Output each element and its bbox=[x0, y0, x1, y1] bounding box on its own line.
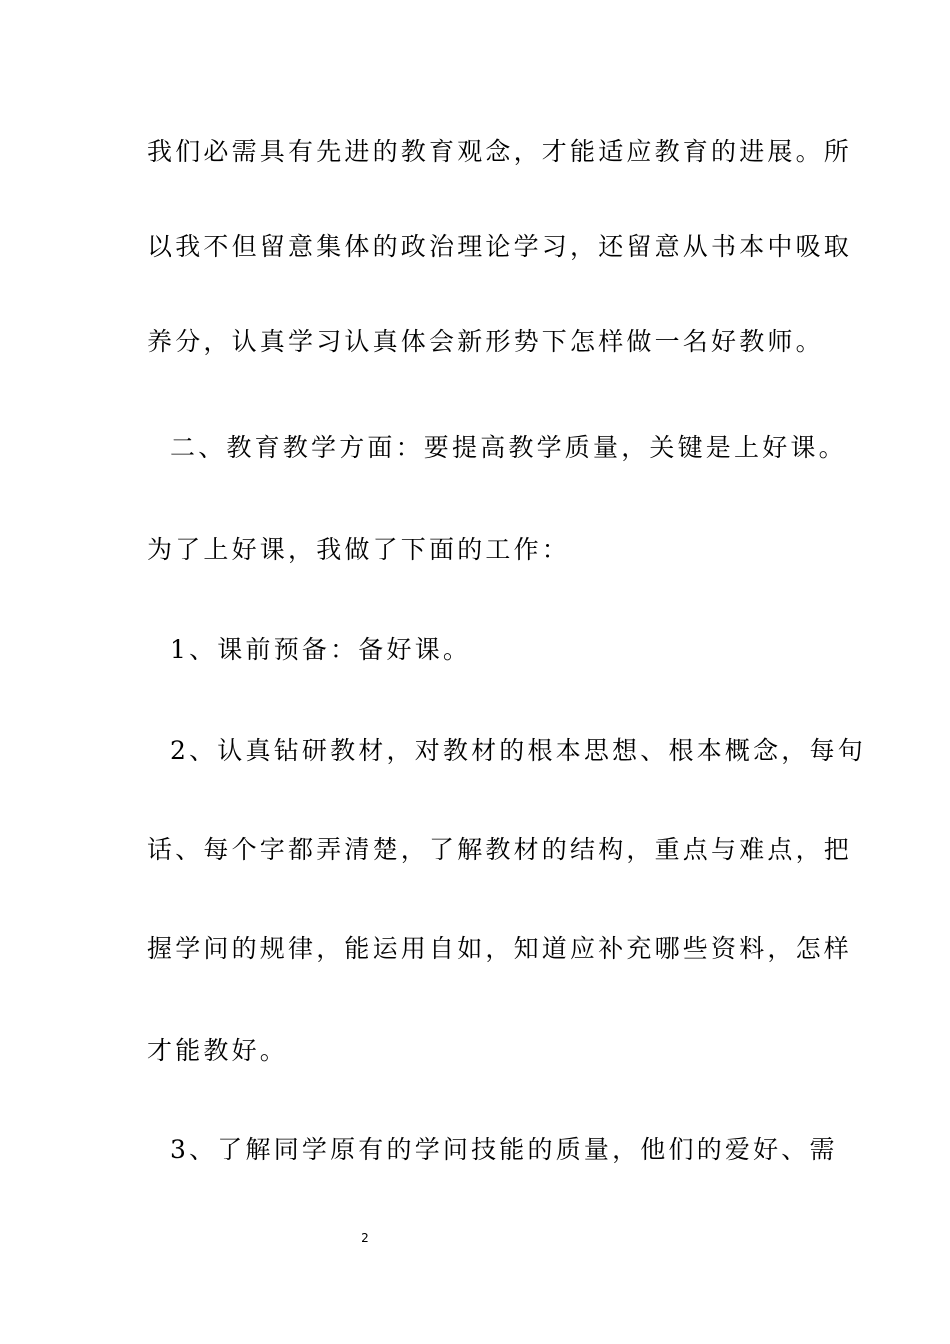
text-line-3: 养分，认真学习认真体会新形势下怎样做一名好教师。 bbox=[147, 327, 824, 356]
text-line-1: 我们必需具有先进的教育观念，才能适应教育的进展。所 bbox=[147, 137, 853, 166]
text-line-2: 以我不但留意集体的政治理论学习，还留意从书本中吸取 bbox=[147, 232, 853, 261]
text-line-11: 3、了解同学原有的学问技能的质量，他们的爱好、需 bbox=[170, 1135, 838, 1164]
text-line-5: 为了上好课，我做了下面的工作： bbox=[147, 535, 571, 564]
text-line-10: 才能教好。 bbox=[147, 1036, 289, 1065]
text-line-4: 二、教育教学方面：要提高教学质量，关键是上好课。 bbox=[170, 433, 847, 462]
text-line-6: 1、课前预备：备好课。 bbox=[170, 635, 472, 664]
text-line-9: 握学问的规律，能运用自如，知道应补充哪些资料，怎样 bbox=[147, 934, 853, 963]
text-line-8: 话、每个字都弄清楚，了解教材的结构，重点与难点，把 bbox=[147, 835, 853, 864]
page-number: 2 bbox=[361, 1231, 369, 1245]
text-line-7: 2、认真钻研教材，对教材的根本思想、根本概念，每句 bbox=[170, 736, 866, 765]
